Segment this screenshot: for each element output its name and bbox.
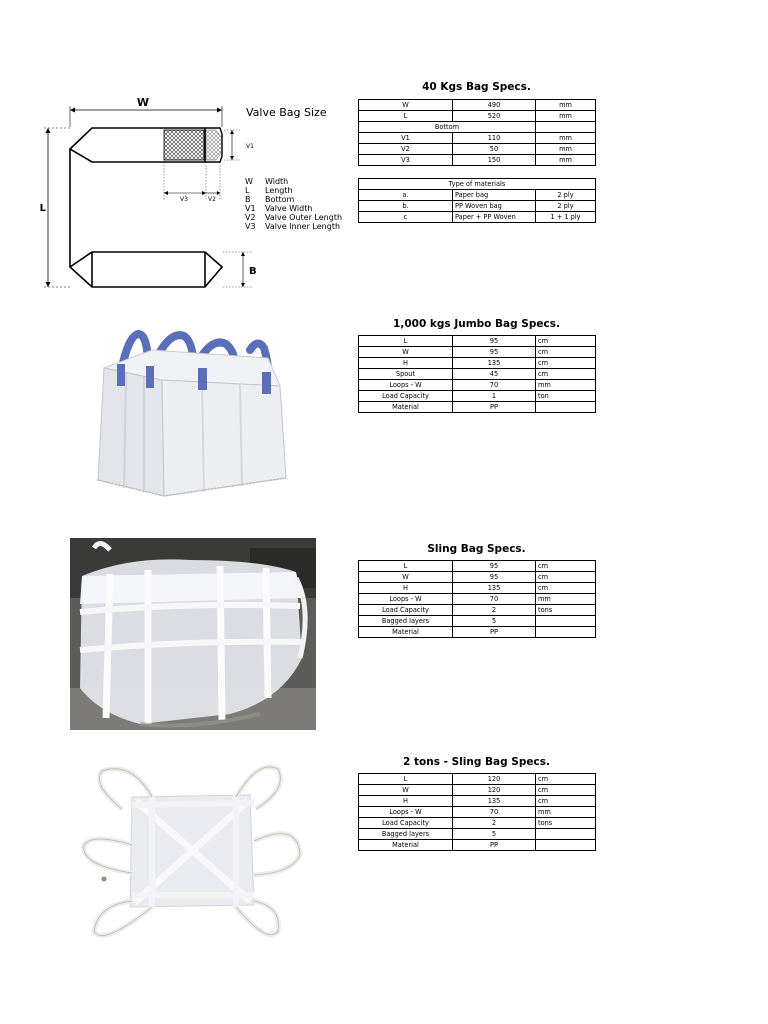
table-cell: Material	[359, 840, 453, 851]
dim-v3-label: V3	[180, 196, 188, 203]
table-row	[359, 190, 596, 201]
table-cell: Paper bag	[453, 190, 536, 201]
table-cell: 5	[453, 829, 536, 840]
table-row	[359, 369, 596, 380]
table-cell: PP	[453, 402, 536, 413]
table-row	[359, 796, 596, 807]
bag40-title: 40 Kgs Bag Specs.	[422, 81, 531, 93]
table-cell: L	[359, 774, 453, 785]
table-cell: 490	[453, 100, 536, 111]
table-cell: cm	[536, 336, 596, 347]
table-cell	[536, 829, 596, 840]
table-cell: 2	[453, 605, 536, 616]
table-cell: 1 + 1 ply	[536, 212, 596, 223]
jumbo-spec-table	[358, 335, 596, 413]
dim-v2-label: V2	[208, 196, 216, 203]
table-row	[359, 627, 596, 638]
sling2-title: 2 tons - Sling Bag Specs.	[403, 756, 550, 768]
table-row	[359, 100, 596, 111]
legend-desc: Valve Outer Length	[265, 213, 343, 222]
legend-key: V3	[245, 222, 256, 231]
table-cell: W	[359, 572, 453, 583]
table-cell: W	[359, 347, 453, 358]
table-cell: 5	[453, 616, 536, 627]
table-cell: V2	[359, 144, 453, 155]
legend-key: W	[245, 177, 253, 186]
dim-v1-label: V1	[246, 143, 254, 150]
table-row	[359, 391, 596, 402]
table-row	[359, 133, 596, 144]
table-row	[359, 818, 596, 829]
table-cell: mm	[536, 111, 596, 122]
table-row	[359, 212, 596, 223]
table-cell: Load Capacity	[359, 818, 453, 829]
table-cell: 520	[453, 111, 536, 122]
table-row	[359, 358, 596, 369]
table-cell: 2 ply	[536, 201, 596, 212]
table-cell: W	[359, 100, 453, 111]
table-cell: 110	[453, 133, 536, 144]
table-row	[359, 380, 596, 391]
flat-sling-bag-image	[72, 755, 304, 951]
table-cell: H	[359, 358, 453, 369]
table-row	[359, 155, 596, 166]
table-row	[359, 583, 596, 594]
table-cell: Bagged layers	[359, 829, 453, 840]
table-cell: Loops - W	[359, 807, 453, 818]
table-row	[359, 605, 596, 616]
table-row	[359, 111, 596, 122]
table-cell: cm	[536, 369, 596, 380]
table-row	[359, 785, 596, 796]
table-cell: cm	[536, 796, 596, 807]
table-cell: 1	[453, 391, 536, 402]
table-cell: cm	[536, 785, 596, 796]
table-row	[359, 561, 596, 572]
sling-spec-table	[358, 560, 596, 638]
legend-key: L	[245, 186, 250, 195]
diagram-title: Valve Bag Size	[246, 106, 327, 119]
dim-w-label: W	[136, 96, 150, 109]
table-cell: Material	[359, 402, 453, 413]
legend-desc: Valve Width	[265, 204, 313, 213]
table-cell: 2 ply	[536, 190, 596, 201]
table-row	[359, 336, 596, 347]
dim-l-label: L	[40, 203, 46, 214]
table-cell: V3	[359, 155, 453, 166]
valve-hatched-area	[164, 130, 204, 160]
table-cell: PP	[453, 840, 536, 851]
table-cell: Paper + PP Woven	[453, 212, 536, 223]
table-cell: V1	[359, 133, 453, 144]
table-cell: Loops - W	[359, 380, 453, 391]
table-cell: H	[359, 796, 453, 807]
table-row	[359, 829, 596, 840]
materials-table	[358, 178, 596, 223]
table-cell: mm	[536, 100, 596, 111]
table-cell: mm	[536, 594, 596, 605]
table-cell: Material	[359, 627, 453, 638]
table-row	[359, 807, 596, 818]
legend-desc: Bottom	[265, 195, 295, 204]
table-cell: cm	[536, 583, 596, 594]
bottom-label: Bottom	[359, 122, 536, 133]
table-cell: Bagged layers	[359, 616, 453, 627]
table-cell: cm	[536, 347, 596, 358]
table-cell: mm	[536, 380, 596, 391]
table-row	[359, 616, 596, 627]
table-cell: 135	[453, 583, 536, 594]
legend-key: V1	[245, 204, 256, 213]
table-cell: ton	[536, 391, 596, 402]
table-cell	[536, 122, 596, 133]
table-cell: 120	[453, 785, 536, 796]
jumbo-title: 1,000 kgs Jumbo Bag Specs.	[393, 318, 560, 330]
table-cell: PP Woven bag	[453, 201, 536, 212]
table-cell: Load Capacity	[359, 605, 453, 616]
table-row	[359, 122, 596, 133]
table-row	[359, 572, 596, 583]
table-cell: c	[359, 212, 453, 223]
legend-desc: Length	[265, 186, 293, 195]
table-cell: 95	[453, 561, 536, 572]
table-cell: tons	[536, 818, 596, 829]
table-cell: L	[359, 111, 453, 122]
table-cell: cm	[536, 358, 596, 369]
table-cell: 120	[453, 774, 536, 785]
table-cell: 95	[453, 336, 536, 347]
table-row	[359, 402, 596, 413]
legend-key: B	[245, 195, 251, 204]
table-cell	[536, 840, 596, 851]
table-cell	[536, 627, 596, 638]
materials-header: Type of materials	[359, 179, 596, 190]
table-cell	[536, 402, 596, 413]
sling2-spec-table	[358, 773, 596, 851]
sling-bag-photo	[70, 538, 316, 730]
table-row	[359, 144, 596, 155]
table-cell: L	[359, 336, 453, 347]
table-cell: 70	[453, 807, 536, 818]
table-cell: 50	[453, 144, 536, 155]
table-cell: 135	[453, 358, 536, 369]
table-cell: b.	[359, 201, 453, 212]
table-cell: cm	[536, 774, 596, 785]
table-cell	[536, 616, 596, 627]
table-row	[359, 201, 596, 212]
table-cell: Load Capacity	[359, 391, 453, 402]
table-cell: Loops - W	[359, 594, 453, 605]
table-cell: cm	[536, 572, 596, 583]
table-cell: L	[359, 561, 453, 572]
table-cell: mm	[536, 144, 596, 155]
dim-b-label: B	[249, 266, 257, 277]
table-row	[359, 179, 596, 190]
table-cell: 70	[453, 380, 536, 391]
table-row	[359, 347, 596, 358]
table-cell: 45	[453, 369, 536, 380]
table-cell: mm	[536, 133, 596, 144]
table-row	[359, 840, 596, 851]
table-cell: mm	[536, 807, 596, 818]
diagram-legend	[245, 177, 342, 231]
table-cell: W	[359, 785, 453, 796]
sling-title: Sling Bag Specs.	[427, 543, 526, 555]
table-row	[359, 774, 596, 785]
table-cell: 150	[453, 155, 536, 166]
table-cell: PP	[453, 627, 536, 638]
legend-desc: Width	[265, 177, 289, 186]
table-cell: a.	[359, 190, 453, 201]
table-cell: 95	[453, 572, 536, 583]
jumbo-bag-image	[90, 328, 295, 506]
legend-key: V2	[245, 213, 256, 222]
table-cell: 135	[453, 796, 536, 807]
table-cell: 95	[453, 347, 536, 358]
bag40-spec-table	[358, 99, 596, 166]
table-cell: 70	[453, 594, 536, 605]
table-cell: mm	[536, 155, 596, 166]
table-row	[359, 594, 596, 605]
legend-desc: Valve Inner Length	[265, 222, 341, 231]
table-cell: 2	[453, 818, 536, 829]
table-cell: H	[359, 583, 453, 594]
table-cell: tons	[536, 605, 596, 616]
table-cell: Spout	[359, 369, 453, 380]
table-cell: cm	[536, 561, 596, 572]
